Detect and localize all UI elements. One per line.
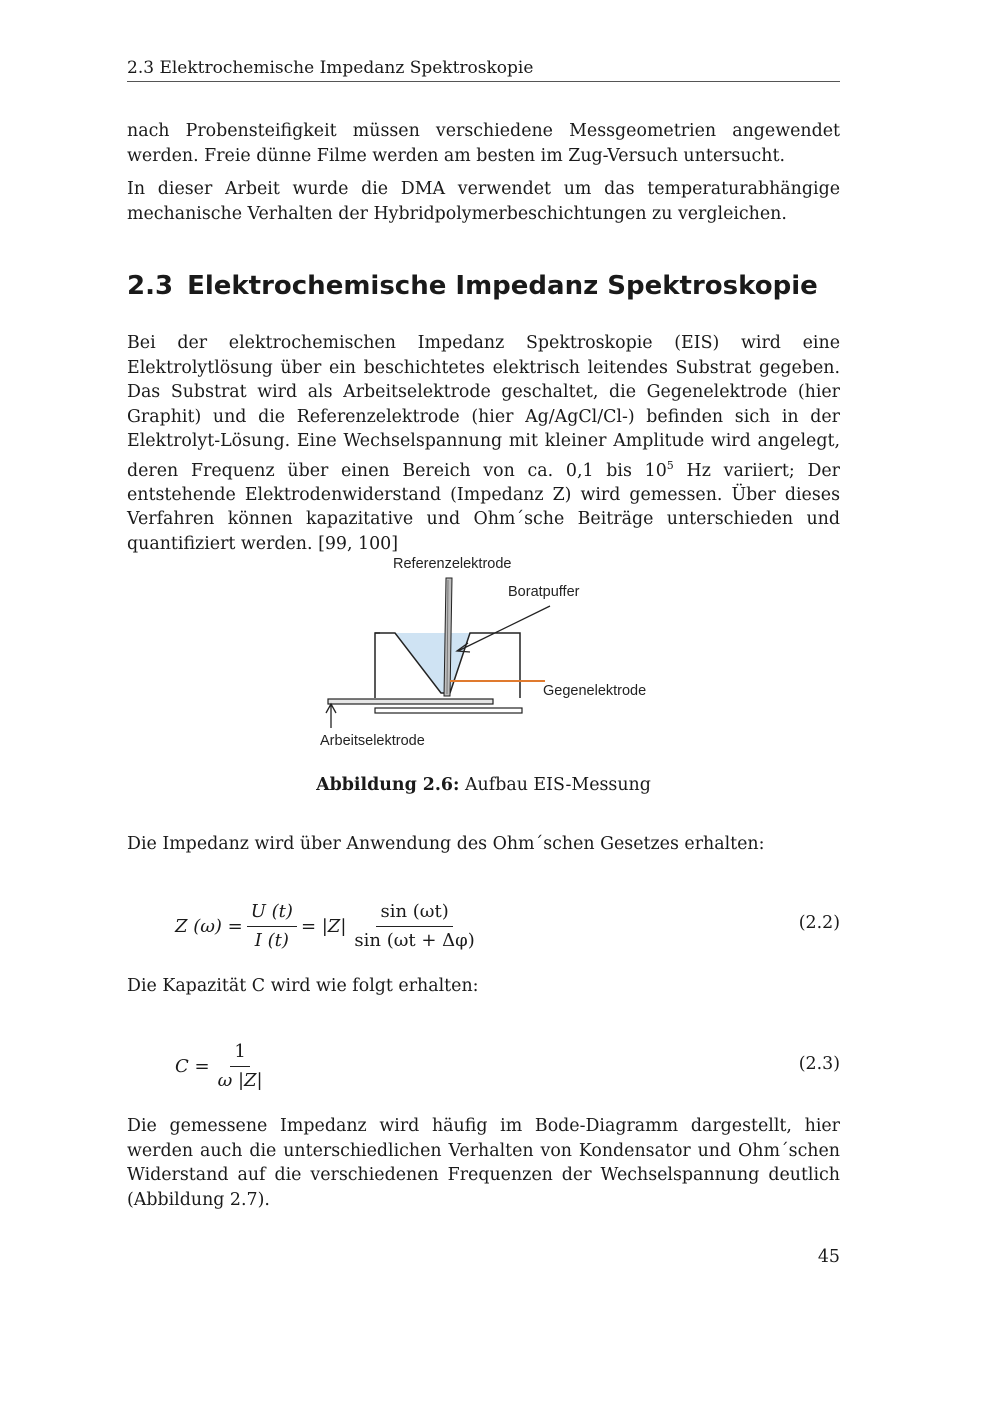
equation-number-2-3: (2.3) bbox=[798, 1054, 840, 1074]
equation-2-3-body bbox=[175, 1038, 271, 1094]
paragraph-5: Die Kapazität C wird wie folgt erhalten: bbox=[127, 976, 479, 996]
paragraph-2: In dieser Arbeit wurde die DMA verwendet um das temperaturabhängige mechanische Verhalten der Hybridpolymerbeschichtungen zu vergleichen. bbox=[127, 179, 840, 224]
eq1-frac1-numerator: U (t) bbox=[247, 901, 297, 927]
eq2-denominator: ω |Z| bbox=[217, 1069, 263, 1091]
section-title: Elektrochemische Impedanz Spektroskopie bbox=[187, 271, 818, 301]
eq1-fraction-sin bbox=[350, 901, 478, 952]
electrolyte-fill bbox=[395, 633, 470, 693]
eis-setup-diagram bbox=[300, 548, 700, 758]
equation-number-2-2: (2.2) bbox=[798, 913, 840, 933]
eq2-fraction bbox=[214, 1041, 267, 1092]
label-reference-electrode: Referenzelektrode bbox=[393, 556, 512, 572]
label-counter-electrode: Gegenelektrode bbox=[543, 683, 647, 699]
paragraph-6: Die gemessene Impedanz wird häufig im Bode-Diagramm dargestellt, hier werden auch die unterschiedlichen Verhalten von Kondensator und Ohm´schen Widerstand auf die verschiedenen Frequenzen der Wechselspannung deutlich (Abbildung 2.7). bbox=[127, 1116, 840, 1210]
eq1-fraction-ut-it bbox=[247, 901, 297, 952]
paragraph-3-text-b: Hz variiert; Der entstehende Elektrodenwiderstand (Impedanz Z) wird gemessen. Über dieses Verfahren können kapazitative und Ohm´sche Beiträge unterschieden und quantifiziert werden. [99, 100] bbox=[127, 460, 840, 554]
eis-setup-figure bbox=[300, 548, 700, 758]
paragraph-3 bbox=[127, 331, 840, 556]
eq1-mid: = |Z| bbox=[300, 915, 347, 937]
section-heading bbox=[127, 268, 818, 304]
equation-2-2 bbox=[127, 898, 840, 954]
eq1-frac2-numerator: sin (ωt) bbox=[376, 901, 452, 927]
label-boratpuffer: Boratpuffer bbox=[508, 584, 580, 600]
eq2-lhs: C = bbox=[175, 1055, 210, 1077]
equation-2-3 bbox=[127, 1038, 840, 1094]
figure-caption-label: Abbildung 2.6: bbox=[316, 775, 460, 795]
buffer-arrow-line bbox=[458, 606, 550, 651]
label-working-electrode: Arbeitselektrode bbox=[320, 733, 425, 749]
eq1-frac1-denominator: I (t) bbox=[254, 929, 289, 951]
superscript-exponent: 5 bbox=[666, 458, 674, 472]
running-header: 2.3 Elektrochemische Impedanz Spektroskopie bbox=[127, 56, 840, 82]
figure-caption bbox=[127, 773, 840, 797]
equation-2-2-body bbox=[175, 898, 483, 954]
eq1-frac2-denominator: sin (ωt + Δφ) bbox=[354, 929, 475, 951]
eq2-numerator: 1 bbox=[230, 1041, 249, 1067]
paragraph-3-text-a: Bei der elektrochemischen Impedanz Spektroskopie (EIS) wird eine Elektrolytlösung über ein beschichtetes elektrisch leitendes Substrat gegeben. Das Substrat wird als Arbeitselektrode geschaltet, die Gegenelektrode (hier Graphit) und die Referenzelektrode (hier Ag/AgCl/Cl-) befinden sich in der Elektrolyt-Lösung. Eine Wechselspannung mit kleiner Amplitude wird angelegt, deren Frequenz über einen Bereich von ca. 0,1 bis 10 bbox=[127, 333, 840, 481]
eq1-lhs: Z (ω) = bbox=[175, 915, 243, 937]
base-plate bbox=[375, 708, 522, 713]
figure-caption-text: Aufbau EIS-Messung bbox=[459, 775, 651, 795]
section-number: 2.3 bbox=[127, 271, 174, 301]
paragraph-4: Die Impedanz wird über Anwendung des Ohm´schen Gesetzes erhalten: bbox=[127, 834, 765, 854]
working-electrode-plate bbox=[328, 699, 493, 704]
page-number: 45 bbox=[817, 1247, 840, 1267]
paragraph-1: nach Probensteifigkeit müssen verschiedene Messgeometrien angewendet werden. Freie dünne Filme werden am besten im Zug-Versuch untersucht. bbox=[127, 121, 840, 166]
